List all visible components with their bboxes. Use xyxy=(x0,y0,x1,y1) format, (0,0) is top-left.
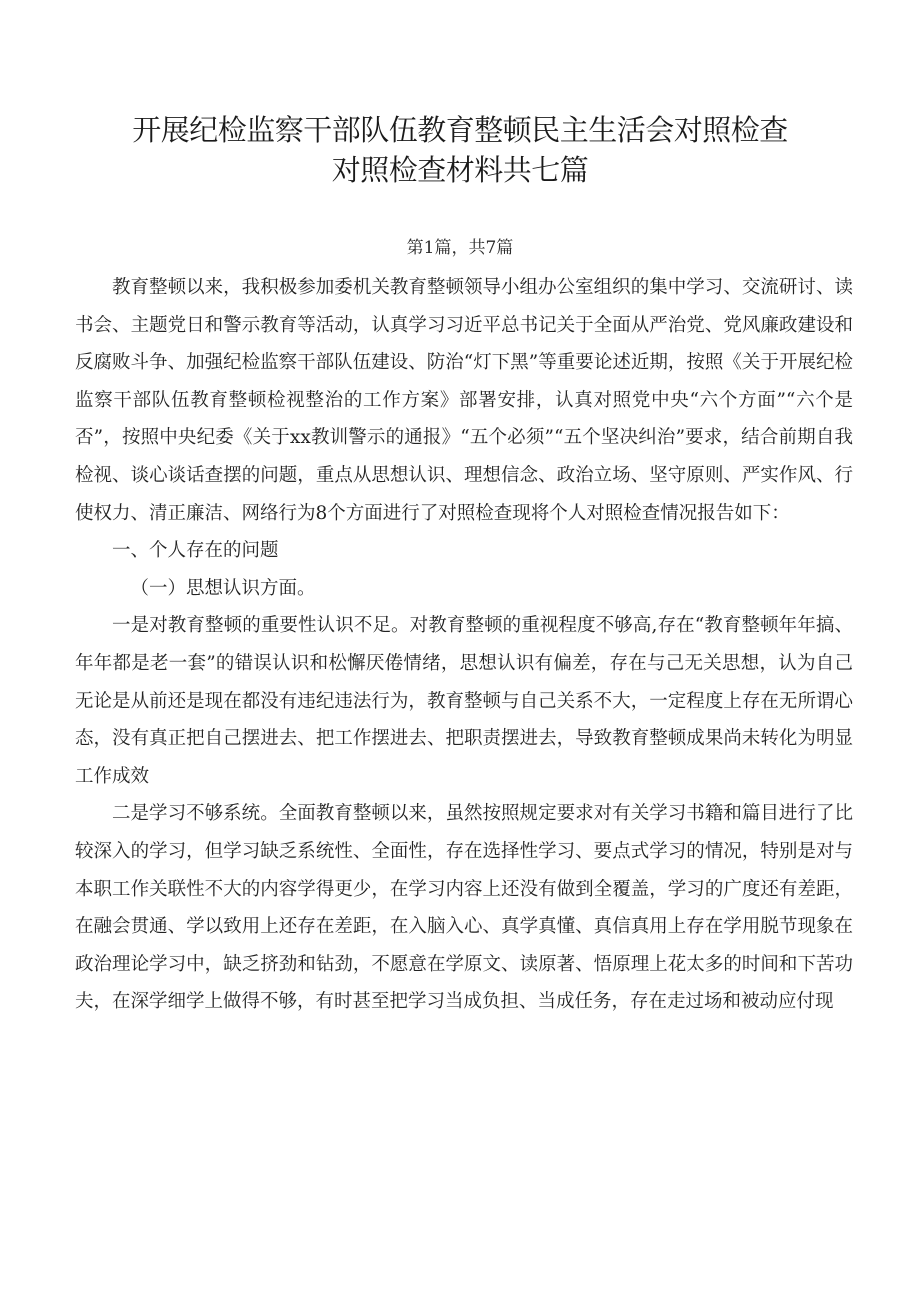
paragraph-point-1: 一是对教育整顿的重要性认识不足。对教育整顿的重视程度不够高,存在“教育整顿年年搞、年年都是老一套”的错误认识和松懈厌倦情绪，思想认识有偏差，存在与己无关思想，认为自己无论是从前还是现在都没有违纪违法行为，教育整顿与自己关系不大，一定程度上存在无所谓心态，没有真正把自己摆进去、把工作摆进去、把职责摆进去，导致教育整顿成果尚未转化为明显工作成效 xyxy=(75,615,853,787)
intro-paragraph: 教育整顿以来，我积极参加委机关教育整顿领导小组办公室组织的集中学习、交流研讨、读书会、主题党日和警示教育等活动，认真学习习近平总书记关于全面从严治党、党风廉政建设和反腐败斗争、加强纪检监察干部队伍建设、防治“灯下黑”等重要论述近期，按照《关于开展纪检监察干部队伍教育整顿检视整治的工作方案》部署安排，认真对照党中央“六个方面”“六个是否”，按照中央纪委《关于xx教训警示的通报》“五个必须”“五个坚决纠治”要求，结合前期自我检视、谈心谈话查摆的问题，重点从思想认识、理想信念、政治立场、坚守原则、严实作风、行使权力、清正廉洁、网络行为8个方面进行了对照检查现将个人对照检查情况报告如下： xyxy=(75,277,853,524)
title-line-1: 开展纪检监察干部队伍教育整顿民主生活会对照检查 xyxy=(132,113,788,147)
title-line-2: 对照检查材料共七篇 xyxy=(331,153,589,187)
paragraph-point-2: 二是学习不够系统。全面教育整顿以来，虽然按照规定要求对有关学习书籍和篇目进行了比较深入的学习，但学习缺乏系统性、全面性，存在选择性学习、要点式学习的情况，特别是对与本职工作关联性不大的内容学得更少，在学习内容上还没有做到全覆盖，学习的广度还有差距，在融会贯通、学以致用上还存在差距，在入脑入心、真学真懂、真信真用上存在学用脱节现象在政治理论学习中，缺乏挤劲和钻劲，不愿意在学原文、读原著、悟原理上花太多的时间和下苦功夫，在深学细学上做得不够，有时甚至把学习当成负担、当成任务，存在走过场和被动应付现 xyxy=(75,803,853,1013)
document-title xyxy=(60,110,860,190)
document-body xyxy=(75,269,853,1021)
section-heading: 一、个人存在的问题 xyxy=(112,540,279,562)
article-counter: 第1篇，共7篇 xyxy=(406,238,514,258)
subsection-heading: （一）思想认识方面。 xyxy=(130,577,316,599)
